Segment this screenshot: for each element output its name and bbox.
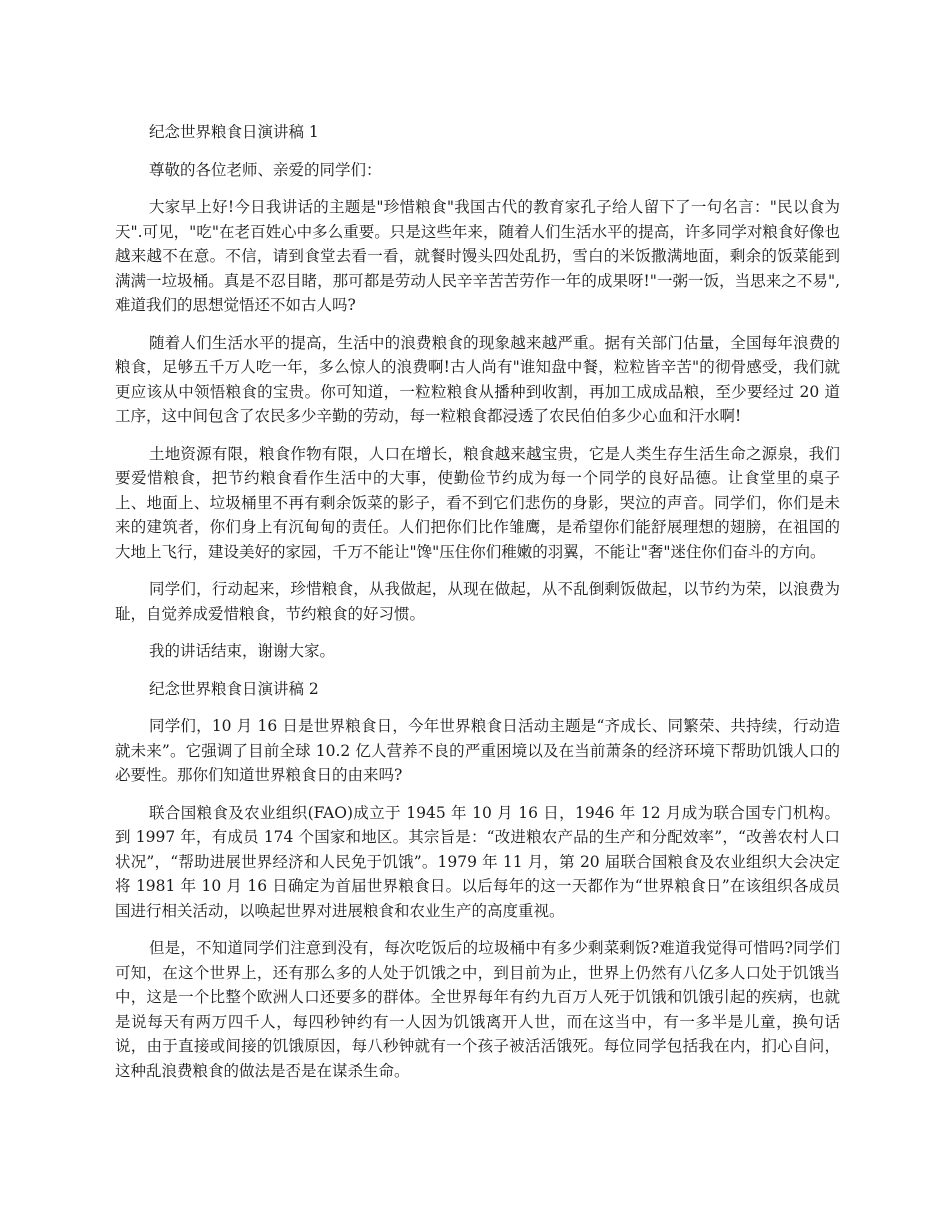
section-1-closing: 我的讲话结束，谢谢大家。 — [149, 642, 336, 660]
section-2-paragraph: 同学们，10 月 16 日是世界粮食日，今年世界粮食日活动主题是“齐成长、同繁荣、共持续，行动造就未来”。它强调了目前全球 10.2 亿人营养不良的严重困境以及在当前萧条的经济环境下帮助饥饿人口的必要性。那你们知道世界粮食日的由来吗? — [115, 717, 840, 784]
section-2-paragraph: 但是，不知道同学们注意到没有，每次吃饭后的垃圾桶中有多少剩菜剩饭?难道我觉得可惜吗?同学们可知，在这个世界上，还有那么多的人处于饥饿之中，到目前为止，世界上仍然有八亿多人口处于饥饿当中，这是一个比整个欧洲人口还要多的群体。全世界每年有约九百万人死于饥饿和饥饿引起的疾病，也就是说每天有两万四千人，每四秒钟约有一人因为饥饿离开人世，而在这当中，有一多半是儿童，换句话说，由于直接或间接的饥饿原因，每八秒钟就有一个孩子被活活饿死。每位同学包括我在内，扪心自问，这种乱浪费粮食的做法是否是在谋杀生命。 — [115, 939, 840, 1080]
section-1-paragraph: 土地资源有限，粮食作物有限，人口在增长，粮食越来越宝贵，它是人类生存生活生命之源泉，我们要爱惜粮食，把节约粮食看作生活中的大事，使勤俭节约成为每一个同学的良好品德。让食堂里的桌子上、地面上、垃圾桶里不再有剩余饭菜的影子，看不到它们悲伤的身影，哭泣的声音。同学们，你们是未来的建筑者，你们身上有沉甸甸的责任。人们把你们比作雏鹰，是希望你们能舒展理想的翅膀，在祖国的大地上飞行，建设美好的家园，千万不能让"馋"压住你们稚嫩的羽翼，不能让"奢"迷住你们奋斗的方向。 — [115, 444, 840, 561]
section-1-paragraph: 随着人们生活水平的提高，生活中的浪费粮食的现象越来越严重。据有关部门估量，全国每年浪费的粮食，足够五千万人吃一年，多么惊人的浪费啊!古人尚有"谁知盘中餐，粒粒皆辛苦"的彻骨感受，我们就更应该从中领悟粮食的宝贵。你可知道，一粒粒粮食从播种到收割，再加工成成品粮，至少要经过 20 道工序，这中间包含了农民多少辛勤的劳动，每一粒粮食都浸透了农民伯伯多少心血和汗水啊! — [115, 333, 840, 425]
document-page — [115, 120, 840, 1096]
section-2-paragraph: 联合国粮食及农业组织(FAO)成立于 1945 年 10 月 16 日，1946 年 12 月成为联合国专门机构。到 1997 年，有成员 174 个国家和地区。其宗旨是：“改进粮农产品的生产和分配效率”，“改善农村人口状况”，“帮助进展世界经济和人民免于饥饿”。1979 年 11 月，第 20 届联合国粮食及农业组织大会决定将 1981 年 10 月 16 日确定为首届世界粮食日。以后每年的这一天都作为“世界粮食日”在该组织各成员国进行相关活动，以唤起世界对进展粮食和农业生产的高度重视。 — [115, 803, 840, 920]
section-1-paragraph: 同学们，行动起来，珍惜粮食，从我做起，从现在做起，从不乱倒剩饭做起，以节约为荣，以浪费为耻，自觉养成爱惜粮食，节约粮食的好习惯。 — [115, 580, 840, 623]
section-1-paragraph: 大家早上好!今日我讲话的主题是"珍惜粮食"我国古代的教育家孔子给人留下了一句名言："民以食为天".可见，"吃"在老百姓心中多么重要。只是这些年来，随着人们生活水平的提高，许多同学对粮食好像也越来越不在意。不信，请到食堂去看一看，就餐时馒头四处乱扔，雪白的米饭撒满地面，剩余的饭菜能到满满一垃圾桶。真是不忍目睹，那可都是劳动人民辛辛苦苦劳作一年的成果呀!"一粥一饭，当思来之不易",难道我们的思想觉悟还不如古人吗? — [115, 198, 840, 314]
section-1-title: 纪念世界粮食日演讲稿 1 — [149, 123, 319, 141]
section-2-title: 纪念世界粮食日演讲稿 2 — [149, 679, 319, 698]
section-1-salutation: 尊敬的各位老师、亲爱的同学们： — [149, 160, 382, 179]
